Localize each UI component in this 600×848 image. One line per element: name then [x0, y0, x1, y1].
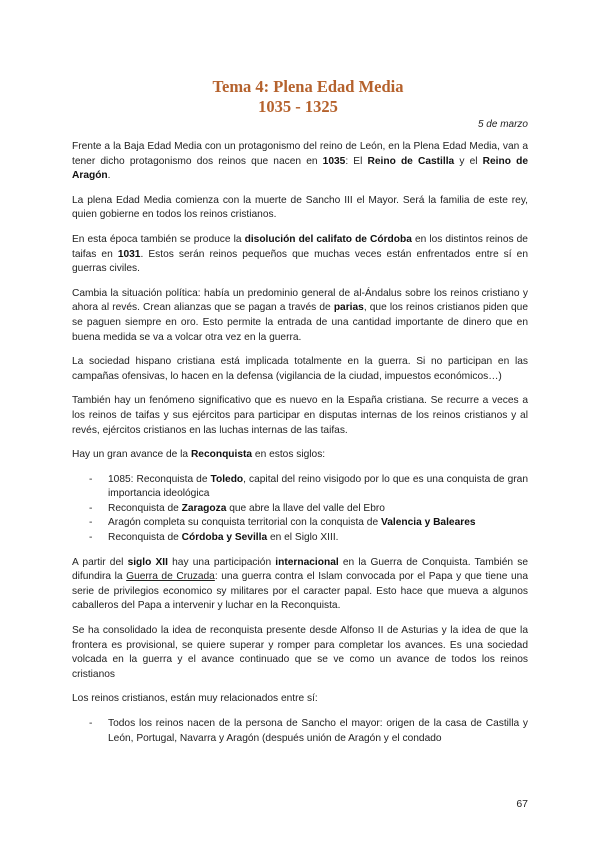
list-item: - Reconquista de Córdoba y Sevilla en el Siglo XIII. — [89, 532, 339, 544]
paragraph-idea-reconquista: Se ha consolidado la idea de reconquista presente desde Alfonso II de Asturias y la idea de que la frontera es provisional, se quiere superar y romper para completar los avances. Es una sociedad volcada en la guerra y el avance continuado que se ve como un avance de todos los reinos cristianos — [72, 625, 528, 680]
document-body — [72, 140, 528, 756]
paragraph-reconquista-intro: Hay un gran avance de la Reconquista en estos siglos: — [72, 449, 326, 461]
paragraph-politica: Cambia la situación política: había un predominio general de al-Ándalus sobre los reinos cristiano y ahora al revés. Crean alianzas que se pagan a través de parias, que los reinos cristianos piden que se paguen siempre en oro. Esto permite la entrada de una cantidad importante de dinero que en buena medida se va a volcar otra vez en la guerra. — [72, 287, 528, 343]
reinos-list — [72, 717, 528, 746]
document-subtitle: 1035 - 1325 — [258, 97, 338, 116]
paragraph-sancho: La plena Edad Media comienza con la muerte de Sancho III el Mayor. Será la familia de este rey, quien gobierne en todos los reinos cristianos. — [72, 194, 528, 221]
cruzada-link: Guerra de Cruzada — [126, 571, 215, 583]
list-item: - Todos los reinos nacen de la persona de Sancho el mayor: origen de la casa de Castilla y León, Portugal, Navarra y Aragón (después unión de Aragón y el condado — [89, 718, 528, 744]
list-item: - Reconquista de Zaragoza que abre la llave del valle del Ebro — [89, 502, 385, 514]
paragraph-reinos: Los reinos cristianos, están muy relacionados entre sí: — [72, 693, 318, 705]
page-number: 67 — [516, 798, 528, 810]
paragraph-internacional: A partir del siglo XII hay una participación internacional en la Guerra de Conquista. También se difundira la Guerra de Cruzada: una guerra contra el Islam convocada por el Papa y que tiene una serie de privilegios economico sy militares por el caracter papal. Esto hace que mueva a algunos caballeros del Papa a intervenir y luchar en la Reconquista. — [72, 556, 528, 612]
paragraph-fenomeno: También hay un fenómeno significativo que es nuevo en la España cristiana. Se recurre a veces a los reinos de taifas y sus ejércitos para participar en disputas internas de los reinos cristianos y al revés, ejércitos cristianos en las luchas internas de las taifas. — [72, 395, 528, 436]
paragraph-califato: En esta época también se produce la disolución del califato de Córdoba en los distintos reinos de taifas en 1031. Estos serán reinos pequeños que muchas veces están enfrentados entre sí en guerras civiles. — [72, 233, 529, 275]
document-date: 5 de marzo — [477, 119, 528, 130]
paragraph-sociedad: La sociedad hispano cristiana está implicada totalmente en la guerra. Si no participan en las campañas ofensivas, lo hacen en la defensa (vigilancia de la ciudad, impuestos económicos…) — [72, 356, 528, 382]
paragraph-intro: Frente a la Baja Edad Media con un protagonismo del reino de León, en la Plena Edad Media, van a tener dicho protagonismo dos reinos que nacen en 1035: El Reino de Castilla y el Reino de Aragón. — [72, 141, 528, 182]
list-item: - Aragón completa su conquista territorial con la conquista de Valencia y Baleares — [89, 517, 476, 529]
list-item: - 1085: Reconquista de Toledo, capital del reino visigodo por lo que es una conquista de gran importancia ideológica — [89, 473, 529, 500]
document-title: Tema 4: Plena Edad Media — [212, 77, 404, 96]
reconquista-list — [72, 473, 528, 546]
